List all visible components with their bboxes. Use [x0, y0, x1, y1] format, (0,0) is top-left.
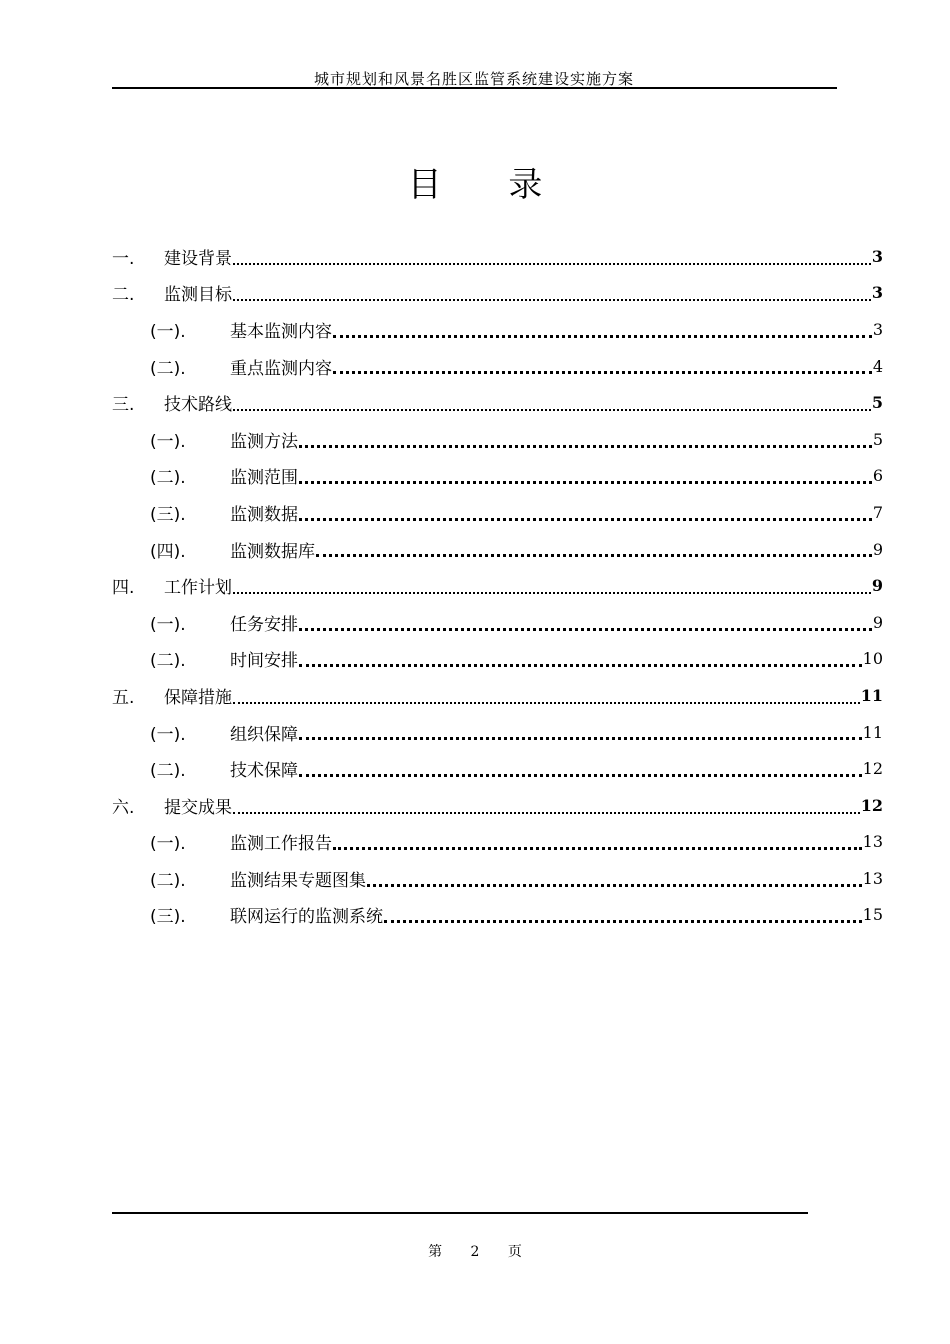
toc-entry-number: (二). — [150, 651, 186, 672]
toc-entry-number: (一). — [150, 724, 186, 745]
toc-entry-label: 组织保障 — [230, 724, 298, 745]
table-of-contents — [112, 238, 883, 933]
toc-entry-number: 三. — [112, 395, 135, 416]
toc-entry-label: 监测数据库 — [230, 541, 315, 562]
footer-prefix: 第 — [428, 1244, 443, 1260]
toc-entry-number: (一). — [150, 614, 186, 635]
toc-subentry[interactable] — [112, 750, 883, 787]
toc-dot-leader — [233, 299, 871, 301]
toc-entry-label: 监测数据 — [230, 504, 298, 525]
toc-dot-leader — [233, 409, 871, 411]
toc-entry-label: 监测方法 — [230, 431, 298, 452]
toc-entry-page: 7 — [872, 502, 883, 522]
toc-subentry[interactable] — [112, 824, 883, 861]
toc-entry-number: 二. — [112, 285, 135, 306]
toc-subentry[interactable] — [112, 604, 883, 641]
toc-entry-page: 13 — [862, 868, 883, 888]
toc-entry-page: 13 — [862, 832, 883, 852]
toc-dot-leader — [299, 445, 872, 448]
toc-dot-leader — [299, 664, 862, 667]
toc-dot-leader — [333, 847, 862, 850]
toc-dot-leader — [367, 884, 862, 887]
toc-subentry[interactable] — [112, 531, 883, 568]
toc-entry-number: 六. — [112, 797, 135, 818]
toc-entry-number: 一. — [112, 248, 135, 269]
toc-subentry[interactable] — [112, 311, 883, 348]
toc-entry-label: 基本监测内容 — [230, 321, 332, 342]
toc-dot-leader — [333, 335, 872, 338]
toc-entry[interactable] — [112, 677, 883, 714]
toc-subentry[interactable] — [112, 714, 883, 751]
toc-entry-number: 四. — [112, 578, 135, 599]
toc-entry-label: 监测目标 — [164, 285, 232, 306]
toc-entry-label: 时间安排 — [230, 651, 298, 672]
toc-entry[interactable] — [112, 384, 883, 421]
toc-entry-page: 9 — [872, 539, 883, 559]
toc-entry-page: 5 — [871, 393, 883, 413]
toc-entry-number: 五. — [112, 687, 135, 708]
toc-entry-number: (一). — [150, 321, 186, 342]
footer-suffix: 页 — [507, 1244, 522, 1260]
toc-entry-page: 12 — [862, 759, 883, 779]
toc-entry-number: (二). — [150, 468, 186, 489]
toc-entry[interactable] — [112, 275, 883, 312]
toc-entry-label: 技术路线 — [164, 395, 232, 416]
toc-entry-page: 9 — [871, 576, 883, 596]
toc-dot-leader — [333, 371, 872, 374]
toc-subentry[interactable] — [112, 641, 883, 678]
toc-entry-page: 10 — [862, 649, 883, 669]
toc-entry-number: (二). — [150, 870, 186, 891]
toc-dot-leader — [299, 628, 872, 631]
toc-entry[interactable] — [112, 238, 883, 275]
toc-dot-leader — [316, 554, 872, 557]
toc-entry-page: 12 — [860, 795, 883, 815]
toc-subentry[interactable] — [112, 348, 883, 385]
toc-entry-page: 6 — [872, 466, 883, 486]
toc-entry-number: (二). — [150, 761, 186, 782]
toc-entry-label: 监测工作报告 — [230, 834, 332, 855]
toc-entry[interactable] — [112, 787, 883, 824]
toc-dot-leader — [233, 702, 860, 704]
footer-rule — [112, 1212, 808, 1214]
toc-entry-page: 4 — [872, 356, 883, 376]
toc-entry-page: 9 — [872, 612, 883, 632]
footer-page-number: 2 — [470, 1244, 480, 1260]
toc-entry-label: 任务安排 — [230, 614, 298, 635]
toc-subentry[interactable] — [112, 897, 883, 934]
toc-entry-label: 技术保障 — [230, 761, 298, 782]
toc-dot-leader — [233, 812, 860, 814]
toc-entry-page: 5 — [872, 429, 883, 449]
toc-entry-page: 3 — [871, 246, 883, 266]
toc-dot-leader — [299, 774, 862, 777]
toc-entry-number: (二). — [150, 358, 186, 379]
toc-entry-number: (四). — [150, 541, 186, 562]
toc-entry-page: 3 — [872, 319, 883, 339]
toc-entry-page: 11 — [860, 685, 883, 705]
header-rule — [112, 87, 837, 89]
header-title: 城市规划和风景名胜区监管系统建设实施方案 — [313, 70, 634, 88]
toc-dot-leader — [299, 518, 872, 521]
toc-entry-page: 11 — [862, 722, 883, 742]
toc-dot-leader — [233, 592, 871, 594]
toc-subentry[interactable] — [112, 458, 883, 495]
toc-entry-label: 监测范围 — [230, 468, 298, 489]
toc-subentry[interactable] — [112, 421, 883, 458]
toc-entry-number: (一). — [150, 834, 186, 855]
toc-dot-leader — [299, 481, 872, 484]
toc-entry-label: 提交成果 — [164, 797, 232, 818]
page-footer — [0, 1241, 950, 1261]
toc-dot-leader — [384, 920, 862, 923]
toc-entry-label: 重点监测内容 — [230, 358, 332, 379]
toc-subentry[interactable] — [112, 860, 883, 897]
toc-entry-page: 15 — [862, 905, 883, 925]
toc-entry-label: 工作计划 — [164, 578, 232, 599]
toc-entry-label: 建设背景 — [164, 248, 232, 269]
toc-heading: 目 录 — [407, 165, 571, 205]
toc-entry[interactable] — [112, 567, 883, 604]
toc-entry-label: 监测结果专题图集 — [230, 870, 366, 891]
toc-entry-number: (三). — [150, 907, 186, 928]
toc-entry-label: 联网运行的监测系统 — [230, 907, 383, 928]
toc-dot-leader — [233, 263, 871, 265]
toc-entry-page: 3 — [871, 283, 883, 303]
toc-dot-leader — [299, 737, 862, 740]
toc-entry-label: 保障措施 — [164, 687, 232, 708]
toc-subentry[interactable] — [112, 494, 883, 531]
toc-entry-number: (一). — [150, 431, 186, 452]
toc-entry-number: (三). — [150, 504, 186, 525]
